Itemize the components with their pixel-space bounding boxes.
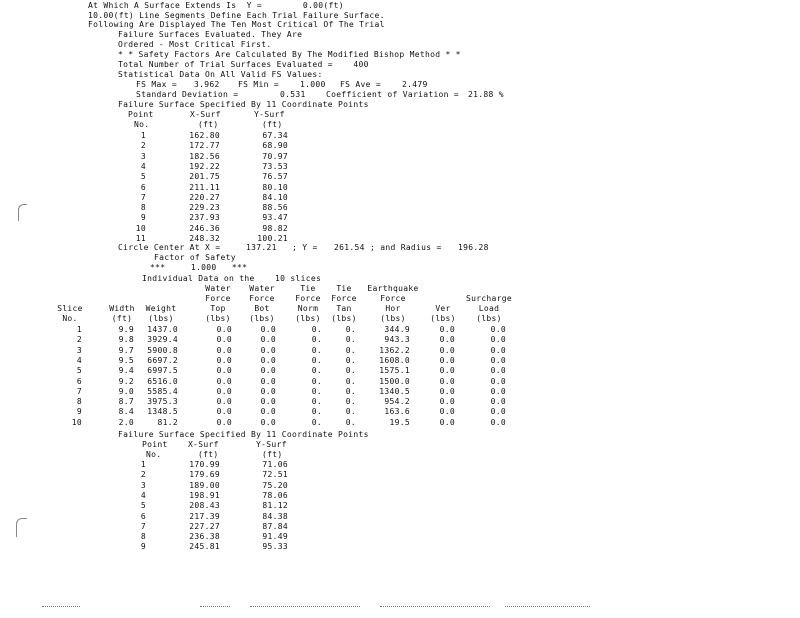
slice-cell: 10 xyxy=(71,417,82,427)
slice-header-cell: Force xyxy=(380,294,406,303)
surface-1-point-y: 88.56 xyxy=(262,203,288,213)
slice-cell: 1575.1 xyxy=(379,366,410,376)
surface-2-point-no: 2 xyxy=(140,470,146,480)
surface-2-point-y: 84.38 xyxy=(262,511,288,521)
surface-2-unit-x: (ft) xyxy=(198,450,219,459)
slice-cell: 0.0 xyxy=(216,345,232,355)
surface-2-point-y: 87.84 xyxy=(262,521,288,531)
surface-1-point-y: 68.90 xyxy=(262,141,288,151)
surface-2-point-no: 9 xyxy=(140,542,146,552)
surface-2-point-x: 198.91 xyxy=(189,490,220,500)
slice-header-cell: Surcharge xyxy=(465,294,513,303)
slice-header-cell: (lbs) xyxy=(380,314,406,323)
surface-2-point-x: 227.27 xyxy=(189,521,220,531)
surface-1-point-y: 73.53 xyxy=(262,161,288,171)
surface-1-point-x: 248.32 xyxy=(189,234,220,243)
radius-label: ; and Radius = xyxy=(370,243,442,252)
surface-2-point-x: 245.81 xyxy=(189,542,220,552)
surface-2-point-y: 95.33 xyxy=(262,542,288,552)
surface-2-col-no: No. xyxy=(146,450,162,459)
slice-cell: 0.0 xyxy=(260,417,276,427)
surface-1-point-no: 9 xyxy=(140,213,146,223)
slice-header-cell: Earthquake xyxy=(367,284,419,293)
surface-1-point-x: 192.22 xyxy=(189,161,220,171)
slice-cell: 344.9 xyxy=(384,325,410,334)
slice-cell: 0.0 xyxy=(216,366,232,376)
surface-1-title: Failure Surface Specified By 11 Coordinate Points xyxy=(118,100,369,109)
slice-cell: 0. xyxy=(345,366,356,376)
slice-cell: 0.0 xyxy=(439,386,455,396)
slice-header-cell: No. xyxy=(62,314,78,323)
slice-cell: 1 xyxy=(76,325,82,334)
slice-cell: 9.9 xyxy=(118,325,134,334)
surface-2-point-no: 6 xyxy=(140,511,146,521)
slice-cell: 9.5 xyxy=(118,355,134,365)
slice-header-cell: Norm xyxy=(297,304,319,313)
slice-cell: 0. xyxy=(311,417,322,427)
header-line-6: * * Safety Factors Are Calculated By The Modified Bishop Method * * xyxy=(118,50,461,59)
slice-cell: 0.0 xyxy=(260,386,276,396)
slice-cell: 8 xyxy=(76,397,82,407)
slice-header-cell: (lbs) xyxy=(249,314,275,323)
slice-cell: 1362.2 xyxy=(379,345,410,355)
slice-cell: 1340.5 xyxy=(379,386,410,396)
surface-1-point-no: 5 xyxy=(140,172,146,182)
circle-center-label: Circle Center At X = xyxy=(118,243,221,252)
surface-1-point-no: 2 xyxy=(140,141,146,151)
slice-cell: 0. xyxy=(345,407,356,417)
binding-mark-bottom xyxy=(16,518,27,537)
slice-cell: 0. xyxy=(311,397,322,407)
surface-2-point-no: 7 xyxy=(140,521,146,531)
slice-cell: 0.0 xyxy=(260,335,276,345)
slice-header-cell: Width xyxy=(109,304,135,313)
slice-header-cell: (lbs) xyxy=(295,314,321,323)
slice-cell: 3929.4 xyxy=(147,335,178,345)
surface-2-point-y: 91.49 xyxy=(262,532,288,542)
surface-1-point-x: 220.27 xyxy=(189,192,220,202)
surface-2-unit-y: (ft) xyxy=(262,450,283,459)
scan-dots-mid-3 xyxy=(380,606,490,608)
surface-2-point-no: 3 xyxy=(140,480,146,490)
surface-1-col-point: Point xyxy=(128,110,154,119)
surface-1-point-y: 100.21 xyxy=(257,234,288,243)
slice-cell: 0.0 xyxy=(260,407,276,417)
surface-2-col-y: Y-Surf xyxy=(256,440,287,449)
slice-cell: 0. xyxy=(345,325,356,334)
slice-cell: 1500.0 xyxy=(379,376,410,386)
surface-1-col-no: No. xyxy=(134,120,150,129)
slice-cell: 0.0 xyxy=(216,325,232,334)
fs-max-value: 3.962 xyxy=(194,80,220,89)
slice-cell: 8.4 xyxy=(118,407,134,417)
std-dev-label: Standard Deviation = xyxy=(136,90,239,99)
slice-cell: 0.0 xyxy=(490,417,506,427)
slice-cell: 4 xyxy=(76,355,82,365)
surface-2-point-y: 71.06 xyxy=(262,460,288,469)
surface-1-point-no: 7 xyxy=(140,192,146,202)
slice-cell: 5 xyxy=(76,366,82,376)
slice-cell: 0. xyxy=(311,386,322,396)
header-line-1: At Which A Surface Extends Is Y = 0.00(ft) xyxy=(88,1,344,10)
fs-min-label: FS Min = xyxy=(238,80,279,89)
surface-1-point-y: 98.82 xyxy=(262,223,288,233)
header-line-7: Total Number of Trial Surfaces Evaluated = 400 xyxy=(118,60,369,69)
slice-cell: 7 xyxy=(76,386,82,396)
surface-2-col-point: Point xyxy=(142,440,168,449)
slice-cell: 0.0 xyxy=(216,335,232,345)
surface-2-point-x: 208.43 xyxy=(189,501,220,511)
surface-1-point-y: 70.97 xyxy=(262,151,288,161)
radius-value: 196.28 xyxy=(458,243,489,252)
slice-header-cell: Tan xyxy=(336,304,352,313)
header-line-4: Failure Surfaces Evaluated. They Are xyxy=(118,30,303,39)
fs-ave-label: FS Ave = xyxy=(340,80,381,89)
circle-center-y: 261.54 xyxy=(334,243,365,252)
slice-cell: 0.0 xyxy=(439,376,455,386)
surface-2-point-y: 72.51 xyxy=(262,470,288,480)
slice-header-cell: Weight xyxy=(145,304,177,313)
slice-cell: 9.2 xyxy=(118,376,134,386)
slice-cell: 9.0 xyxy=(118,386,134,396)
slice-cell: 0.0 xyxy=(260,397,276,407)
surface-2-point-x: 189.00 xyxy=(189,480,220,490)
surface-1-unit-y: (ft) xyxy=(262,120,283,129)
slice-cell: 0.0 xyxy=(216,355,232,365)
slice-cell: 0.0 xyxy=(490,386,506,396)
surface-2-point-no: 1 xyxy=(140,460,146,469)
surface-1-point-x: 211.11 xyxy=(189,182,220,192)
slice-header-cell: Bot xyxy=(254,304,270,313)
factor-of-safety-label: Factor of Safety xyxy=(154,253,236,262)
std-dev-value: 0.531 xyxy=(280,90,306,99)
slice-cell: 0.0 xyxy=(260,355,276,365)
slice-cell: 0.0 xyxy=(490,335,506,345)
surface-1-point-x: 246.36 xyxy=(189,223,220,233)
slice-cell: 0.0 xyxy=(260,366,276,376)
surface-1-point-x: 172.77 xyxy=(189,141,220,151)
slice-cell: 3975.3 xyxy=(147,397,178,407)
slice-cell: 19.5 xyxy=(389,417,410,427)
surface-1-point-x: 182.56 xyxy=(189,151,220,161)
slice-cell: 6997.5 xyxy=(147,366,178,376)
slice-cell: 0. xyxy=(345,355,356,365)
slice-cell: 0. xyxy=(311,355,322,365)
surface-2-point-y: 81.12 xyxy=(262,501,288,511)
slice-cell: 0.0 xyxy=(260,376,276,386)
slice-cell: 0.0 xyxy=(439,397,455,407)
surface-2-point-x: 179.69 xyxy=(189,470,220,480)
slice-cell: 0.0 xyxy=(490,376,506,386)
slice-header-cell: Load xyxy=(478,304,500,313)
slice-cell: 0.0 xyxy=(439,355,455,365)
slice-cell: 0.0 xyxy=(439,407,455,417)
surface-1-point-no: 10 xyxy=(135,223,146,233)
slice-cell: 0. xyxy=(311,335,322,345)
slice-cell: 0.0 xyxy=(439,366,455,376)
scan-dots-mid-1 xyxy=(200,606,230,608)
slice-cell: 9 xyxy=(76,407,82,417)
slice-cell: 5900.8 xyxy=(147,345,178,355)
surface-1-col-y: Y-Surf xyxy=(254,110,285,119)
slice-header-cell: Hor xyxy=(385,304,401,313)
slice-header-cell: Tie xyxy=(336,284,352,293)
surface-2-point-y: 75.20 xyxy=(262,480,288,490)
slice-header-cell: (lbs) xyxy=(331,314,357,323)
slice-header-cell: (lbs) xyxy=(205,314,231,323)
slice-cell: 0. xyxy=(345,417,356,427)
surface-1-point-x: 237.93 xyxy=(189,213,220,223)
surface-1-point-x: 229.23 xyxy=(189,203,220,213)
header-line-5: Ordered - Most Critical First. xyxy=(118,40,272,49)
slice-cell: 0.0 xyxy=(490,325,506,334)
slice-cell: 5585.4 xyxy=(147,386,178,396)
slice-cell: 1437.0 xyxy=(147,325,178,334)
slice-cell: 0.0 xyxy=(439,345,455,355)
slice-cell: 0. xyxy=(345,397,356,407)
factor-of-safety-value: *** 1.000 *** xyxy=(150,263,248,272)
slice-cell: 0.0 xyxy=(439,417,455,427)
slice-header-cell: Ver xyxy=(435,304,451,313)
slices-line: Individual Data on the 10 slices xyxy=(142,274,322,283)
slice-header-cell: Water xyxy=(249,284,275,293)
slice-header-cell: Top xyxy=(210,304,226,313)
slice-header-cell: Water xyxy=(205,284,231,293)
slice-cell: 81.2 xyxy=(157,417,178,427)
header-line-8: Statistical Data On All Valid FS Values: xyxy=(118,70,323,79)
surface-1-point-y: 80.10 xyxy=(262,182,288,192)
slice-cell: 0.0 xyxy=(439,325,455,334)
fs-min-value: 1.000 xyxy=(300,80,326,89)
slice-cell: 943.3 xyxy=(384,335,410,345)
slice-cell: 0. xyxy=(345,345,356,355)
slice-cell: 0. xyxy=(311,366,322,376)
slice-cell: 0. xyxy=(311,325,322,334)
surface-1-point-no: 1 xyxy=(140,131,146,140)
surface-1-point-x: 162.80 xyxy=(189,131,220,140)
fs-ave-value: 2.479 xyxy=(402,80,428,89)
slice-cell: 0.0 xyxy=(216,397,232,407)
slice-header-cell: Force xyxy=(205,294,231,303)
slice-header-cell: Force xyxy=(249,294,275,303)
surface-1-col-x: X-Surf xyxy=(190,110,221,119)
header-line-3: Following Are Displayed The Ten Most Critical Of The Trial xyxy=(88,20,385,29)
slice-cell: 0.0 xyxy=(260,345,276,355)
surface-2-point-no: 4 xyxy=(140,490,146,500)
slice-cell: 0.0 xyxy=(490,407,506,417)
slice-cell: 6516.0 xyxy=(147,376,178,386)
surface-1-point-no: 4 xyxy=(140,161,146,171)
scan-dots-left xyxy=(42,606,80,608)
slice-cell: 3 xyxy=(76,345,82,355)
slice-cell: 0.0 xyxy=(216,417,232,427)
surface-2-point-no: 5 xyxy=(140,501,146,511)
slice-cell: 0. xyxy=(311,407,322,417)
slice-cell: 2 xyxy=(76,335,82,345)
surface-1-point-x: 201.75 xyxy=(189,172,220,182)
surface-1-point-y: 93.47 xyxy=(262,213,288,223)
slice-cell: 9.4 xyxy=(118,366,134,376)
slice-cell: 6 xyxy=(76,376,82,386)
surface-1-point-y: 76.57 xyxy=(262,172,288,182)
scan-dots-mid-2 xyxy=(250,606,360,608)
slice-cell: 0. xyxy=(345,376,356,386)
slice-cell: 0.0 xyxy=(216,386,232,396)
slice-cell: 0. xyxy=(345,335,356,345)
slice-cell: 0. xyxy=(311,345,322,355)
slice-cell: 954.2 xyxy=(384,397,410,407)
surface-1-point-no: 8 xyxy=(140,203,146,213)
surface-1-point-y: 84.10 xyxy=(262,192,288,202)
slice-cell: 0.0 xyxy=(439,335,455,345)
surface-2-title: Failure Surface Specified By 11 Coordinate Points xyxy=(118,430,369,439)
surface-1-point-no: 11 xyxy=(135,234,146,243)
surface-2-point-x: 217.39 xyxy=(189,511,220,521)
slice-cell: 0.0 xyxy=(216,407,232,417)
surface-2-col-x: X-Surf xyxy=(188,440,219,449)
cov-value: 21.88 % xyxy=(468,90,504,99)
slice-header-cell: (lbs) xyxy=(430,314,456,323)
slice-header-cell: (lbs) xyxy=(476,314,502,323)
surface-2-point-x: 236.38 xyxy=(189,532,220,542)
slice-cell: 0.0 xyxy=(490,397,506,407)
slice-cell: 1348.5 xyxy=(147,407,178,417)
slice-header-cell: (lbs) xyxy=(148,314,174,323)
slice-header-cell: Tie xyxy=(300,284,316,293)
surface-1-point-no: 6 xyxy=(140,182,146,192)
slice-cell: 9.8 xyxy=(118,335,134,345)
surface-2-point-y: 78.06 xyxy=(262,490,288,500)
slice-cell: 0.0 xyxy=(490,366,506,376)
slice-cell: 0. xyxy=(345,386,356,396)
binding-mark-top xyxy=(18,204,27,221)
slice-cell: 0.0 xyxy=(260,325,276,334)
surface-1-point-y: 67.34 xyxy=(262,131,288,140)
slice-cell: 163.6 xyxy=(384,407,410,417)
slice-cell: 0.0 xyxy=(490,355,506,365)
slice-header-cell: (ft) xyxy=(111,314,133,323)
cov-label: Coefficient of Variation = xyxy=(326,90,460,99)
circle-center-x: 137.21 xyxy=(246,243,277,252)
scan-dots-right xyxy=(505,606,590,608)
circle-center-y-label: ; Y = xyxy=(292,243,318,252)
slice-cell: 0.0 xyxy=(216,376,232,386)
slice-cell: 0.0 xyxy=(490,345,506,355)
slice-cell: 6697.2 xyxy=(147,355,178,365)
slice-cell: 9.7 xyxy=(118,345,134,355)
slice-cell: 8.7 xyxy=(118,397,134,407)
surface-2-point-no: 8 xyxy=(140,532,146,542)
slice-header-cell: Force xyxy=(331,294,357,303)
header-line-2: 10.00(ft) Line Segments Define Each Trial Failure Surface. xyxy=(88,11,385,20)
surface-1-unit-x: (ft) xyxy=(198,120,219,129)
surface-2-point-x: 170.99 xyxy=(189,460,220,469)
slice-cell: 0. xyxy=(311,376,322,386)
slice-cell: 1608.0 xyxy=(379,355,410,365)
fs-max-label: FS Max = xyxy=(136,80,177,89)
surface-1-point-no: 3 xyxy=(140,151,146,161)
slice-cell: 2.0 xyxy=(118,417,134,427)
slice-header-cell: Force xyxy=(295,294,321,303)
slice-header-cell: Slice xyxy=(57,304,83,313)
